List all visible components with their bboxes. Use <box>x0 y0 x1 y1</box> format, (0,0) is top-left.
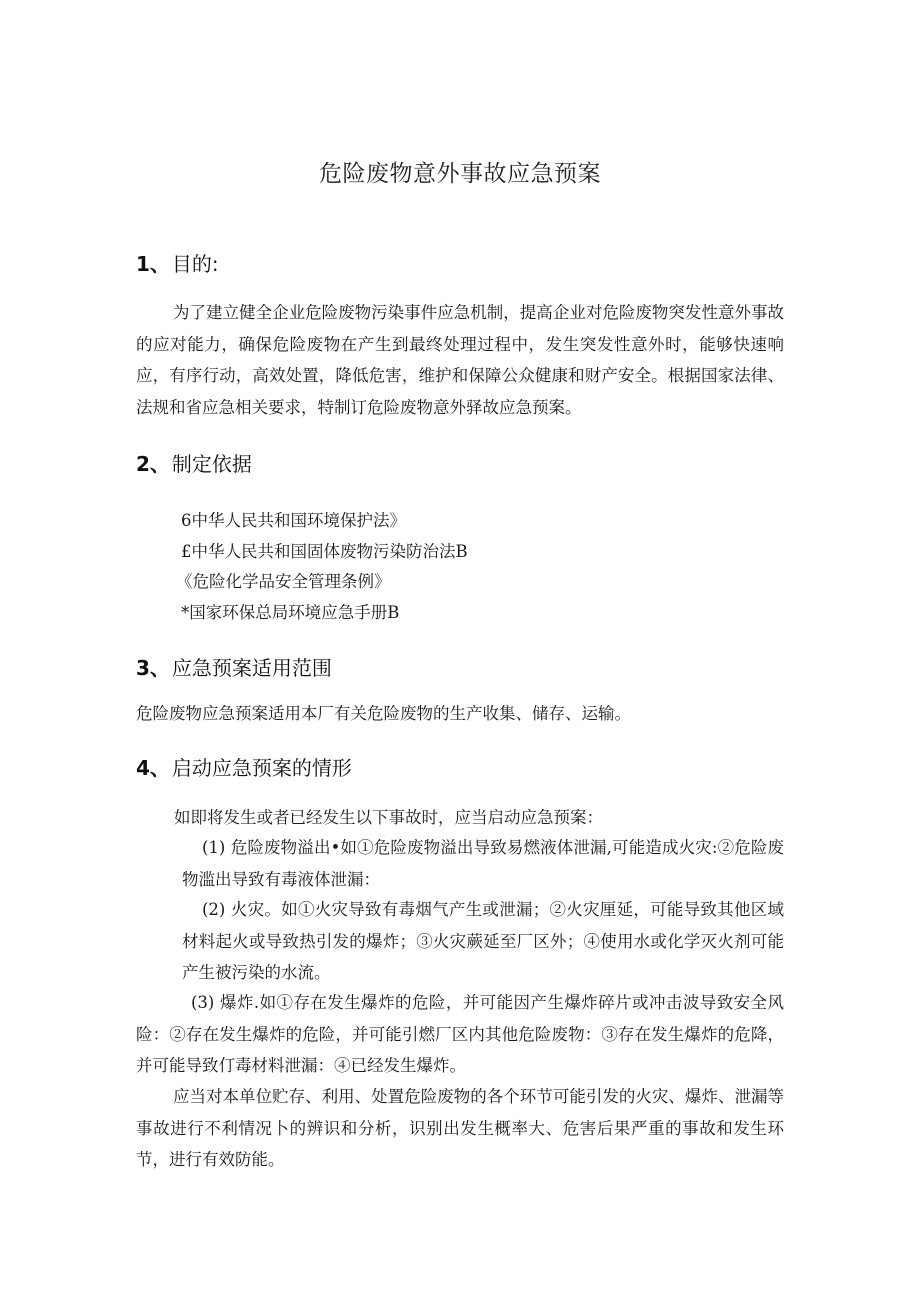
section-number: 4、 <box>136 756 170 780</box>
closing-paragraph: 应当对本单位贮存、利用、处置危险废物的各个环节可能引发的火灾、爆炸、泄漏等事故进行不利情况卜的辨识和分析，识别出发生概率大、危害后果严重的事故和发生环节，进行有效防能。 <box>136 1087 784 1169</box>
section-heading-3 <box>136 652 332 681</box>
section-title: 目的: <box>171 252 219 276</box>
reference-item: *国家环保总局环境应急手册B <box>181 603 400 622</box>
section-number: 2、 <box>136 452 170 476</box>
section-body-3: 危险废物应急预案适用本厂有关危险废物的生产收集、储存、运输。 <box>136 704 631 723</box>
reference-item: 《危险化学品安全管理条例》 <box>176 572 391 591</box>
case-item-3: (3) 爆炸.如①存在发生爆炸的危险，并可能因产生爆炸碎片或冲击波导致安全风险：②存在发生爆炸的危险，并可能引燃厂区内其他危险废物：③存在发生爆炸的危降，并可能导致仃毒材料泄漏：④已经发生爆炸。 <box>136 993 784 1075</box>
section-number: 3、 <box>136 656 170 680</box>
case-intro: 如即将发生或者已经发生以下事故时，应当启动应急预案： <box>174 808 603 827</box>
reference-item: 6中华人民共和国环境保护法》 <box>181 511 406 530</box>
section-title: 制定依据 <box>171 452 252 476</box>
section-title: 应急预案适用范围 <box>171 656 332 680</box>
section-heading-4 <box>136 752 352 781</box>
section-number: 1、 <box>136 252 170 276</box>
section-heading-1 <box>136 248 219 277</box>
section-title: 启动应急预案的情形 <box>171 756 352 780</box>
document-title: 危险废物意外事故应急预案 <box>319 161 601 187</box>
section-body-1: 为了建立健全企业危险废物污染事件应急机制，提高企业对危险废物突发性意外事故的应对能力，确保危险废物在产生到最终处理过程中，发生突发性意外时，能够快速响应，有序行动，高效处置，降低危害，维护和保障公众健康和财产安全。根据国家法律、法规和省应急相关要求，特制订危险废物意外驿故应急预案。 <box>136 303 784 417</box>
case-item-2: (2) 火灾。如①火灾导致有毒烟气产生或泄漏；②火灾厘延，可能导致其他区域材料起火或导致热引发的爆炸；③火灾蕨延至厂区外；④使用水或化学灭火剂可能产生被污染的水流。 <box>182 900 784 982</box>
case-item-1: (1) 危险废物溢出•如①危险废物溢出导致易燃液体泄漏,可能造成火灾:②危险废物滥出导致有毒液体泄漏： <box>182 838 784 889</box>
reference-item: £中华人民共和国固体废物污染防治法B <box>181 542 468 561</box>
section-heading-2 <box>136 448 252 477</box>
